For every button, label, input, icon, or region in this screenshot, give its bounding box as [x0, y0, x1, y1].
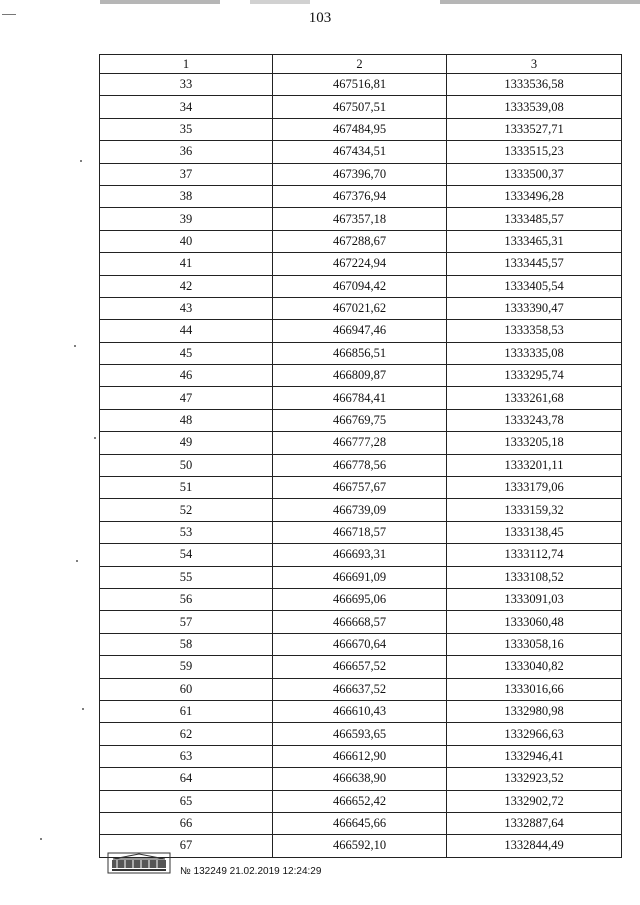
point-number-cell: 56: [100, 588, 273, 610]
x-coordinate-cell: 467376,94: [273, 185, 447, 207]
y-coordinate-cell: 1333358,53: [447, 320, 622, 342]
y-coordinate-cell: 1333465,31: [447, 230, 622, 252]
scan-speck: [80, 160, 82, 162]
point-number-cell: 46: [100, 365, 273, 387]
table-row: [100, 544, 622, 566]
y-coordinate-cell: 1332980,98: [447, 700, 622, 722]
x-coordinate-cell: 467021,62: [273, 297, 447, 319]
point-number-cell: 42: [100, 275, 273, 297]
y-coordinate-cell: 1332844,49: [447, 835, 622, 857]
scan-artifact-top-middle: [250, 0, 310, 4]
x-coordinate-cell: 467288,67: [273, 230, 447, 252]
table-row: [100, 633, 622, 655]
table-row: [100, 566, 622, 588]
x-coordinate-cell: 466652,42: [273, 790, 447, 812]
point-number-cell: 66: [100, 812, 273, 834]
table-row: [100, 432, 622, 454]
x-coordinate-cell: 466668,57: [273, 611, 447, 633]
table-body: [100, 74, 622, 858]
point-number-cell: 57: [100, 611, 273, 633]
table-row: [100, 230, 622, 252]
x-coordinate-cell: 466777,28: [273, 432, 447, 454]
scan-speck: [94, 437, 96, 439]
point-number-cell: 43: [100, 297, 273, 319]
point-number-cell: 54: [100, 544, 273, 566]
x-coordinate-cell: 466670,64: [273, 633, 447, 655]
x-coordinate-cell: 466739,09: [273, 499, 447, 521]
table-row: [100, 812, 622, 834]
table-row: [100, 208, 622, 230]
x-coordinate-cell: 467434,51: [273, 141, 447, 163]
table-row: [100, 163, 622, 185]
y-coordinate-cell: 1333159,32: [447, 499, 622, 521]
scan-artifact-top-left: [100, 0, 220, 4]
point-number-cell: 51: [100, 477, 273, 499]
point-number-cell: 49: [100, 432, 273, 454]
table-row: [100, 297, 622, 319]
table-row: [100, 454, 622, 476]
x-coordinate-cell: 466718,57: [273, 521, 447, 543]
point-number-cell: 53: [100, 521, 273, 543]
point-number-cell: 58: [100, 633, 273, 655]
x-coordinate-cell: 466769,75: [273, 409, 447, 431]
x-coordinate-cell: 467094,42: [273, 275, 447, 297]
x-coordinate-cell: 466695,06: [273, 588, 447, 610]
y-coordinate-cell: 1333390,47: [447, 297, 622, 319]
column-header-number: 1: [100, 55, 273, 74]
point-number-cell: 65: [100, 790, 273, 812]
point-number-cell: 45: [100, 342, 273, 364]
x-coordinate-cell: 466638,90: [273, 768, 447, 790]
y-coordinate-cell: 1332887,64: [447, 812, 622, 834]
point-number-cell: 61: [100, 700, 273, 722]
table-row: [100, 700, 622, 722]
table-row: [100, 588, 622, 610]
table-row: [100, 656, 622, 678]
point-number-cell: 41: [100, 253, 273, 275]
x-coordinate-cell: 467507,51: [273, 96, 447, 118]
x-coordinate-cell: 466637,52: [273, 678, 447, 700]
x-coordinate-cell: 466947,46: [273, 320, 447, 342]
registration-stamp-text: № 132249 21.02.2019 12:24:29: [180, 866, 322, 877]
y-coordinate-cell: 1332902,72: [447, 790, 622, 812]
table-row: [100, 521, 622, 543]
point-number-cell: 52: [100, 499, 273, 521]
y-coordinate-cell: 1333500,37: [447, 163, 622, 185]
y-coordinate-cell: 1333485,57: [447, 208, 622, 230]
table-row: [100, 835, 622, 857]
point-number-cell: 34: [100, 96, 273, 118]
point-number-cell: 37: [100, 163, 273, 185]
y-coordinate-cell: 1333295,74: [447, 365, 622, 387]
table-row: [100, 745, 622, 767]
y-coordinate-cell: 1333201,11: [447, 454, 622, 476]
table-row: [100, 342, 622, 364]
scan-speck: [76, 560, 78, 562]
point-number-cell: 50: [100, 454, 273, 476]
table-row: [100, 275, 622, 297]
point-number-cell: 55: [100, 566, 273, 588]
table-row: [100, 477, 622, 499]
x-coordinate-cell: 466592,10: [273, 835, 447, 857]
point-number-cell: 39: [100, 208, 273, 230]
table-row: [100, 768, 622, 790]
y-coordinate-cell: 1333243,78: [447, 409, 622, 431]
x-coordinate-cell: 466809,87: [273, 365, 447, 387]
point-number-cell: 36: [100, 141, 273, 163]
x-coordinate-cell: 467224,94: [273, 253, 447, 275]
table-row: [100, 365, 622, 387]
column-header-y: 3: [447, 55, 622, 74]
point-number-cell: 60: [100, 678, 273, 700]
x-coordinate-cell: 466593,65: [273, 723, 447, 745]
table-row: [100, 141, 622, 163]
y-coordinate-cell: 1333138,45: [447, 521, 622, 543]
scan-speck: [82, 708, 84, 710]
x-coordinate-cell: 466856,51: [273, 342, 447, 364]
point-number-cell: 40: [100, 230, 273, 252]
table-row: [100, 409, 622, 431]
point-number-cell: 62: [100, 723, 273, 745]
y-coordinate-cell: 1333527,71: [447, 118, 622, 140]
y-coordinate-cell: 1333536,58: [447, 74, 622, 96]
y-coordinate-cell: 1333405,54: [447, 275, 622, 297]
table-row: [100, 253, 622, 275]
y-coordinate-cell: 1333091,03: [447, 588, 622, 610]
point-number-cell: 44: [100, 320, 273, 342]
y-coordinate-cell: 1333112,74: [447, 544, 622, 566]
table-header-row: [100, 55, 622, 74]
y-coordinate-cell: 1333335,08: [447, 342, 622, 364]
point-number-cell: 48: [100, 409, 273, 431]
table-row: [100, 185, 622, 207]
coordinates-table: [99, 54, 622, 858]
table-row: [100, 499, 622, 521]
y-coordinate-cell: 1333058,16: [447, 633, 622, 655]
point-number-cell: 38: [100, 185, 273, 207]
table-row: [100, 96, 622, 118]
x-coordinate-cell: 467516,81: [273, 74, 447, 96]
y-coordinate-cell: 1333445,57: [447, 253, 622, 275]
table-row: [100, 387, 622, 409]
x-coordinate-cell: 466657,52: [273, 656, 447, 678]
y-coordinate-cell: 1333016,66: [447, 678, 622, 700]
table-row: [100, 118, 622, 140]
point-number-cell: 63: [100, 745, 273, 767]
point-number-cell: 33: [100, 74, 273, 96]
y-coordinate-cell: 1333205,18: [447, 432, 622, 454]
table-row: [100, 678, 622, 700]
table-row: [100, 790, 622, 812]
x-coordinate-cell: 467484,95: [273, 118, 447, 140]
x-coordinate-cell: 466610,43: [273, 700, 447, 722]
y-coordinate-cell: 1332923,52: [447, 768, 622, 790]
x-coordinate-cell: 467396,70: [273, 163, 447, 185]
y-coordinate-cell: 1333060,48: [447, 611, 622, 633]
x-coordinate-cell: 467357,18: [273, 208, 447, 230]
building-seal-icon: [107, 852, 171, 874]
y-coordinate-cell: 1333496,28: [447, 185, 622, 207]
y-coordinate-cell: 1333179,06: [447, 477, 622, 499]
table-row: [100, 611, 622, 633]
scan-speck: [40, 838, 42, 840]
x-coordinate-cell: 466778,56: [273, 454, 447, 476]
point-number-cell: 35: [100, 118, 273, 140]
column-header-x: 2: [273, 55, 447, 74]
y-coordinate-cell: 1333539,08: [447, 96, 622, 118]
x-coordinate-cell: 466693,31: [273, 544, 447, 566]
point-number-cell: 59: [100, 656, 273, 678]
table-row: [100, 723, 622, 745]
x-coordinate-cell: 466612,90: [273, 745, 447, 767]
scan-artifact-top-right: [440, 0, 640, 4]
x-coordinate-cell: 466645,66: [273, 812, 447, 834]
point-number-cell: 67: [100, 835, 273, 857]
point-number-cell: 64: [100, 768, 273, 790]
point-number-cell: 47: [100, 387, 273, 409]
x-coordinate-cell: 466784,41: [273, 387, 447, 409]
table-row: [100, 320, 622, 342]
x-coordinate-cell: 466691,09: [273, 566, 447, 588]
y-coordinate-cell: 1333515,23: [447, 141, 622, 163]
y-coordinate-cell: 1332966,63: [447, 723, 622, 745]
scan-speck: [74, 345, 76, 347]
y-coordinate-cell: 1332946,41: [447, 745, 622, 767]
x-coordinate-cell: 466757,67: [273, 477, 447, 499]
y-coordinate-cell: 1333108,52: [447, 566, 622, 588]
table-row: [100, 74, 622, 96]
y-coordinate-cell: 1333040,82: [447, 656, 622, 678]
y-coordinate-cell: 1333261,68: [447, 387, 622, 409]
page-number: 103: [308, 10, 332, 26]
